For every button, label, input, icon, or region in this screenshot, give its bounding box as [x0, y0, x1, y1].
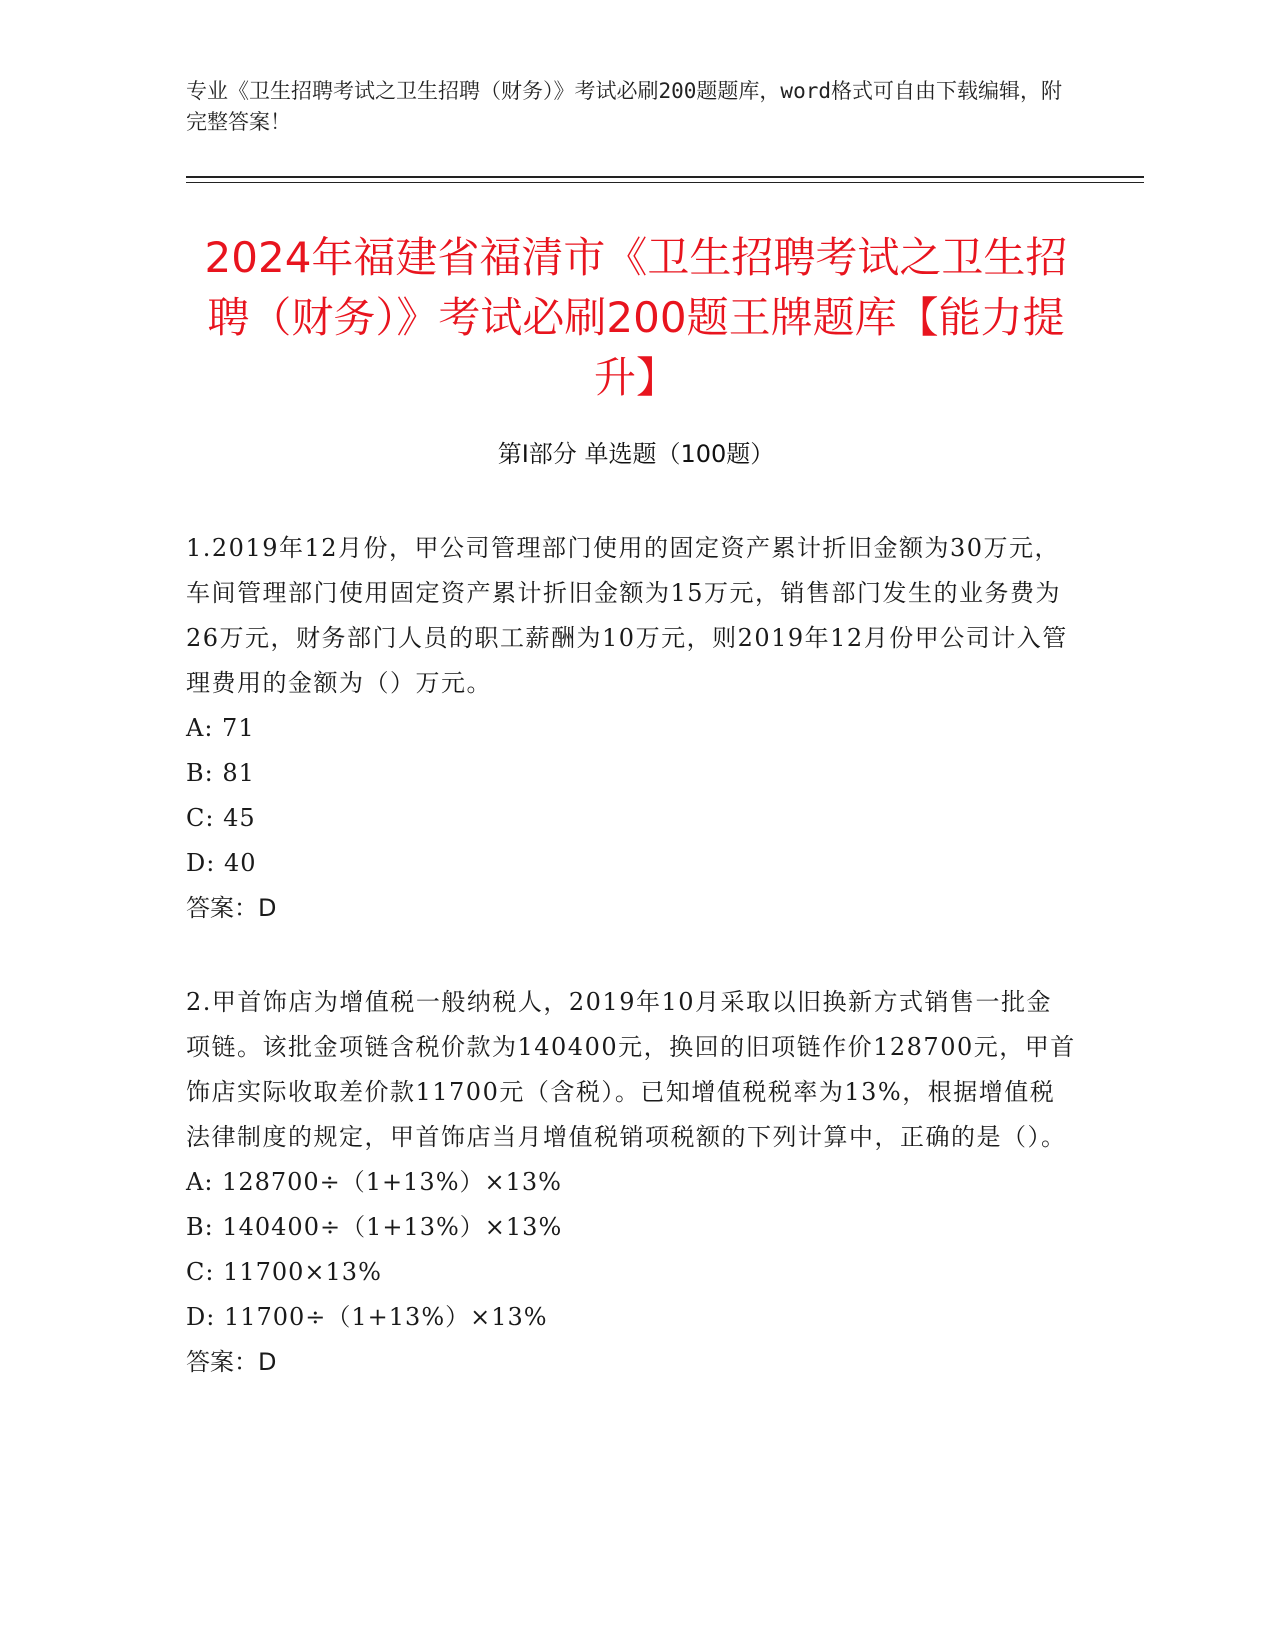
question-2: [186, 980, 1076, 1385]
answer: 答案：D: [186, 1348, 277, 1376]
answer: 答案：D: [186, 894, 277, 922]
option-c: C: 45: [186, 804, 256, 832]
option-d: D: 11700÷（1+13%）×13%: [186, 1303, 548, 1331]
question-stem: 2.甲首饰店为增值税一般纳税人，2019年10月采取以旧换新方式销售一批金项链。该批金项链含税价款为140400元，换回的旧项链作价128700元，甲首饰店实际收取差价款11700元（含税）。已知增值税税率为13%，根据增值税法律制度的规定，甲首饰店当月增值税销项税额的下列计算中，正确的是（）。: [186, 988, 1076, 1151]
option-b: B: 81: [186, 759, 255, 787]
question-1: [186, 526, 1076, 931]
document-title: 2024年福建省福清市《卫生招聘考试之卫生招聘（财务）》考试必刷200题王牌题库【能力提升】: [204, 233, 1068, 402]
header-divider-thick: [186, 176, 1144, 178]
option-c: C: 11700×13%: [186, 1258, 382, 1286]
option-d: D: 40: [186, 849, 257, 877]
header-divider-thin: [186, 182, 1144, 183]
option-a: A: 128700÷（1+13%）×13%: [186, 1168, 562, 1196]
option-b: B: 140400÷（1+13%）×13%: [186, 1213, 563, 1241]
question-stem: 1.2019年12月份，甲公司管理部门使用的固定资产累计折旧金额为30万元，车间管理部门使用固定资产累计折旧金额为15万元，销售部门发生的业务费为26万元，财务部门人员的职工薪酬为10万元，则2019年12月份甲公司计入管理费用的金额为（）万元。: [186, 534, 1068, 697]
header-note: 专业《卫生招聘考试之卫生招聘（财务）》考试必刷200题题库，word格式可自由下载编辑，附完整答案！: [186, 79, 1062, 134]
section-title: 第Ⅰ部分 单选题（100题）: [497, 440, 775, 468]
option-a: A: 71: [186, 714, 255, 742]
